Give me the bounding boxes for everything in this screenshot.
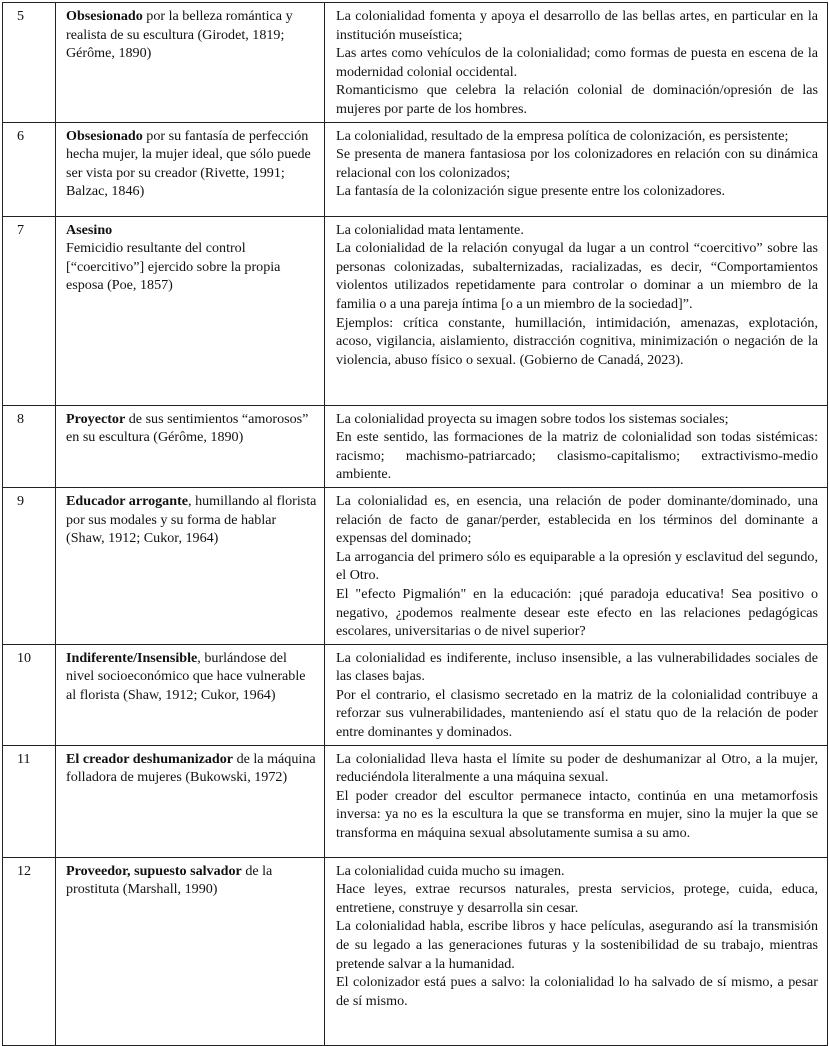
row-number: 9 [3, 487, 56, 644]
character-detail: de la máquina folladora de mujeres (Bukowski, 1972) [66, 750, 316, 786]
character-term: Indiferente/Insensible [66, 649, 198, 666]
character-description [56, 857, 325, 1045]
table-row [3, 644, 828, 745]
character-term: El creador deshumanizador [66, 750, 234, 767]
table-row [3, 216, 828, 405]
analysis-paragraph: La colonialidad, resultado de la empresa política de colonización, es persistente; [336, 127, 789, 144]
coloniality-analysis [325, 3, 828, 123]
character-description [56, 122, 325, 216]
analysis-paragraph: Romanticismo que celebra la relación colonial de dominación/opresión de las mujeres por parte de los hombres. [336, 82, 818, 117]
character-detail: Femicidio resultante del control [“coercitivo”] ejercido sobre la propia esposa (Poe, 1857) [66, 240, 281, 294]
analysis-paragraph: El "efecto Pigmalión" en la educación: ¡qué paradoja educativa! Sea positivo o negativo, ¿podemos realmente desear este efecto en las relaciones pedagógicas escolares, universitarias o de nivel superior? [336, 585, 818, 640]
analysis-paragraph: La colonialidad es indiferente, incluso insensible, a las vulnerabilidades sociales de las clases bajas. [336, 649, 818, 685]
analysis-paragraph: La colonialidad proyecta su imagen sobre todos los sistemas sociales; [336, 410, 729, 427]
analysis-paragraph: La colonialidad mata lentamente. [336, 221, 524, 238]
table-row [3, 405, 828, 487]
table-row [3, 745, 828, 857]
analysis-paragraph: La fantasía de la colonización sigue presente entre los colonizadores. [336, 183, 725, 200]
analysis-paragraph: La colonialidad es, en esencia, una relación de poder dominante/dominado, una relación de facto de ganar/perder, establecida en los términos del dominante a expensas del dominado; [336, 492, 818, 547]
analysis-paragraph: La colonialidad cuida mucho su imagen. [336, 862, 565, 879]
character-description [56, 644, 325, 745]
analysis-paragraph: El colonizador está pues a salvo: la colonialidad lo ha salvado de sí mismo, a pesar de sí mismo. [336, 974, 818, 1009]
character-description [56, 745, 325, 857]
row-number: 6 [3, 122, 56, 216]
character-term: Obsesionado [66, 127, 143, 144]
coloniality-analysis [325, 405, 828, 487]
character-description [56, 3, 325, 123]
character-detail: por la belleza romántica y realista de su escultura (Girodet, 1819; Gérôme, 1890) [66, 8, 293, 62]
row-number: 12 [3, 857, 56, 1045]
analysis-paragraph: La arrogancia del primero sólo es equiparable a la opresión y esclavitud del segundo, el Otro. [336, 548, 818, 584]
character-detail: de la prostituta (Marshall, 1990) [66, 862, 273, 898]
row-number: 7 [3, 216, 56, 405]
character-description [56, 405, 325, 487]
analysis-paragraph: Hace leyes, extrae recursos naturales, presta servicios, protege, cuida, educa, entretiene, construye y desarrolla sin cesar. [336, 881, 818, 916]
colonialidad-table [2, 2, 828, 1046]
character-description [56, 487, 325, 644]
table-row [3, 122, 828, 216]
coloniality-analysis [325, 216, 828, 405]
character-detail: , burlándose del nivel socioeconómico que hace vulnerable al florista (Shaw, 1912; Cukor, 1964) [66, 649, 306, 703]
analysis-paragraph: La colonialidad lleva hasta el límite su poder de deshumanizar al Otro, a la mujer, reduciéndola literalmente a una máquina sexual. [336, 750, 818, 786]
character-description [56, 216, 325, 405]
analysis-paragraph: La colonialidad de la relación conyugal da lugar a un control “coercitivo” sobre las personas colonizadas, subalternizadas, racializadas, es decir, “Comportamientos violentos utilizados repetidamente para controlar o dominar a un miembro de la familia o a una pareja íntima [o a un miembro de la sociedad]”. [336, 240, 818, 312]
coloniality-analysis [325, 857, 828, 1045]
analysis-paragraph: El poder creador del escultor permanece intacto, continúa en una metamorfosis inversa: ya no es la escultura la que se transforma en mujer, sino la mujer la que se transforma en máquina sexual absolutamente sumisa a su amo. [336, 787, 818, 842]
row-number: 5 [3, 3, 56, 123]
coloniality-analysis [325, 644, 828, 745]
analysis-paragraph: Las artes como vehículos de la colonialidad; como formas de puesta en escena de la modernidad colonial occidental. [336, 45, 818, 80]
analysis-paragraph: La colonialidad fomenta y apoya el desarrollo de las bellas artes, en particular en la institución museística; [336, 8, 818, 43]
character-detail: por su fantasía de perfección hecha mujer, la mujer ideal, que sólo puede ser vista por su creador (Rivette, 1991; Balzac, 1846) [66, 127, 311, 200]
table-row [3, 487, 828, 644]
row-number: 10 [3, 644, 56, 745]
character-detail: , humillando al florista por sus modales y su forma de hablar (Shaw, 1912; Cukor, 1964) [66, 492, 317, 547]
analysis-paragraph: En este sentido, las formaciones de la matriz de colonialidad son todas sistémicas: racismo; machismo-patriarcado; clasismo-capitalismo; extractivismo-medio ambiente. [336, 429, 818, 483]
coloniality-analysis [325, 745, 828, 857]
table-row [3, 3, 828, 123]
coloniality-analysis [325, 122, 828, 216]
table-row [3, 857, 828, 1045]
analysis-paragraph: Por el contrario, el clasismo secretado en la matriz de la colonialidad contribuye a reforzar sus vulnerabilidades, manteniendo así el statu quo de la relación de poder entre dominantes y dominados. [336, 686, 818, 741]
row-number: 11 [3, 745, 56, 857]
analysis-paragraph: Se presenta de manera fantasiosa por los colonizadores en relación con su dinámica relacional con los colonizados; [336, 146, 818, 181]
character-detail: de sus sentimientos “amorosos” en su escultura (Gérôme, 1890) [66, 410, 309, 446]
character-term: Asesino [66, 221, 113, 238]
analysis-paragraph: Ejemplos: crítica constante, humillación, intimidación, amenazas, explotación, acoso, vigilancia, aislamiento, distracción cognitiva, minimización o negación de la violencia, abuso físico o sexual. (Gobierno de Canadá, 2023). [336, 314, 818, 368]
analysis-paragraph: La colonialidad habla, escribe libros y hace películas, asegurando así la transmisión de su legado a las generaciones futuras y la sostenibilidad de su trabajo, mientras pretende salvar a la humanidad. [336, 918, 818, 972]
row-number: 8 [3, 405, 56, 487]
character-term: Proyector [66, 410, 126, 427]
character-term: Obsesionado [66, 8, 143, 24]
coloniality-analysis [325, 487, 828, 644]
character-term: Proveedor, supuesto salvador [66, 862, 242, 879]
character-term: Educador arrogante [66, 492, 189, 509]
